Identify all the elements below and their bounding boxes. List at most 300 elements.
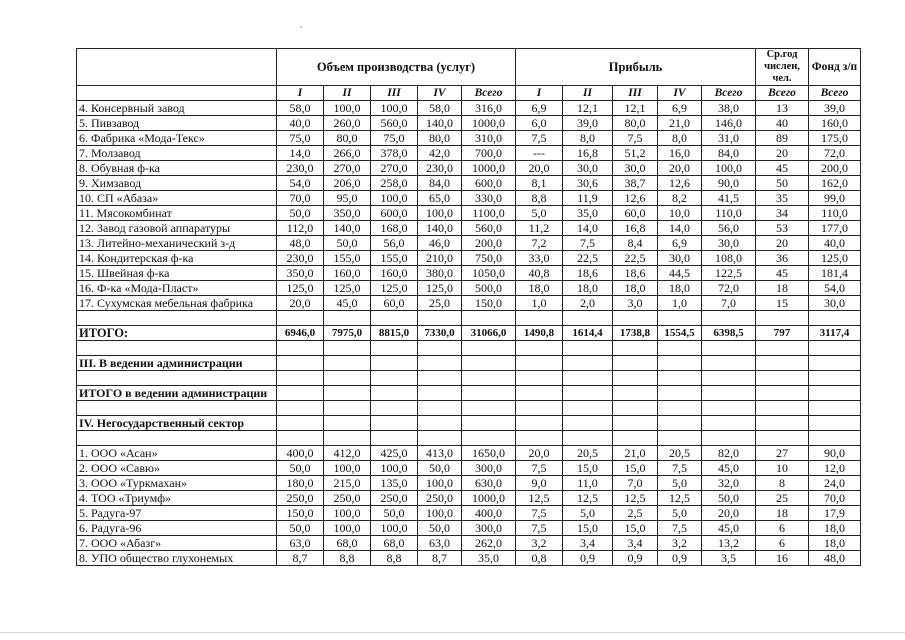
empty-cell bbox=[613, 341, 658, 356]
empty-cell bbox=[658, 356, 702, 371]
value-cell: 90,0 bbox=[809, 446, 861, 461]
row-name-cell: 16. Ф-ка «Мода-Пласт» bbox=[77, 281, 277, 296]
empty-cell bbox=[324, 341, 371, 356]
value-cell: 80,0 bbox=[613, 116, 658, 131]
value-cell: 21,0 bbox=[658, 116, 702, 131]
value-cell: 0,9 bbox=[613, 551, 658, 566]
value-cell: 50,0 bbox=[371, 506, 418, 521]
value-cell: 12,5 bbox=[516, 491, 563, 506]
value-cell: 3,2 bbox=[658, 536, 702, 551]
empty-cell bbox=[658, 386, 702, 401]
header-profit: Прибыль bbox=[516, 49, 756, 86]
volume-quarter-header: Всего bbox=[462, 86, 516, 101]
value-cell: 40,0 bbox=[809, 236, 861, 251]
value-cell: 14,0 bbox=[563, 221, 613, 236]
profit-quarter-header: III bbox=[613, 86, 658, 101]
header-empty-cell bbox=[77, 49, 277, 86]
value-cell: 110,0 bbox=[702, 206, 756, 221]
empty-cell bbox=[418, 341, 462, 356]
empty-cell bbox=[756, 416, 809, 431]
value-cell: 70,0 bbox=[277, 191, 324, 206]
value-cell: 1490,8 bbox=[516, 326, 563, 341]
empty-cell bbox=[702, 311, 756, 326]
value-cell: 1,0 bbox=[658, 296, 702, 311]
empty-cell bbox=[613, 311, 658, 326]
value-cell: 46,0 bbox=[418, 236, 462, 251]
value-cell: 32,0 bbox=[702, 476, 756, 491]
table-row bbox=[77, 521, 861, 536]
value-cell: 425,0 bbox=[371, 446, 418, 461]
value-cell: 30,0 bbox=[563, 161, 613, 176]
production-report-table bbox=[76, 48, 861, 566]
value-cell: 2,0 bbox=[563, 296, 613, 311]
volume-quarter-header: II bbox=[324, 86, 371, 101]
value-cell: 300,0 bbox=[462, 521, 516, 536]
value-cell: 12,5 bbox=[613, 491, 658, 506]
empty-cell bbox=[756, 341, 809, 356]
row-name-cell: 17. Сухумская мебельная фабрика bbox=[77, 296, 277, 311]
value-cell: 230,0 bbox=[277, 161, 324, 176]
value-cell: 50,0 bbox=[702, 491, 756, 506]
value-cell: 18 bbox=[756, 281, 809, 296]
empty-cell bbox=[516, 431, 563, 446]
value-cell: 53 bbox=[756, 221, 809, 236]
row-name-cell: 11. Мясокомбинат bbox=[77, 206, 277, 221]
value-cell: 18,6 bbox=[563, 266, 613, 281]
value-cell: 3,4 bbox=[613, 536, 658, 551]
value-cell: 162,0 bbox=[809, 176, 861, 191]
value-cell: 6946,0 bbox=[277, 326, 324, 341]
value-cell: 140,0 bbox=[418, 221, 462, 236]
empty-cell bbox=[809, 431, 861, 446]
value-cell: 20,5 bbox=[563, 446, 613, 461]
volume-quarter-header: I bbox=[277, 86, 324, 101]
value-cell: 100,0 bbox=[371, 191, 418, 206]
empty-cell bbox=[418, 311, 462, 326]
value-cell: 41,5 bbox=[702, 191, 756, 206]
value-cell: 100,0 bbox=[324, 101, 371, 116]
value-cell: 75,0 bbox=[371, 131, 418, 146]
value-cell: 181,4 bbox=[809, 266, 861, 281]
value-cell: 45 bbox=[756, 266, 809, 281]
value-cell: 1000,0 bbox=[462, 161, 516, 176]
row-name-cell: 1. ООО «Асан» bbox=[77, 446, 277, 461]
value-cell: 125,0 bbox=[371, 281, 418, 296]
header-staff: Ср.год числен, чел. bbox=[756, 49, 809, 86]
value-cell: 125,0 bbox=[277, 281, 324, 296]
empty-cell bbox=[658, 311, 702, 326]
row-name-cell: 8. УПО общество глухонемых bbox=[77, 551, 277, 566]
value-cell: 378,0 bbox=[371, 146, 418, 161]
empty-cell bbox=[809, 341, 861, 356]
value-cell: 72,0 bbox=[809, 146, 861, 161]
empty-cell bbox=[702, 356, 756, 371]
empty-cell bbox=[516, 386, 563, 401]
row-name-cell: 5. Пивзавод bbox=[77, 116, 277, 131]
empty-cell bbox=[756, 431, 809, 446]
empty-cell bbox=[516, 371, 563, 386]
value-cell: 100,0 bbox=[371, 521, 418, 536]
empty-cell bbox=[324, 311, 371, 326]
empty-cell bbox=[613, 356, 658, 371]
empty-cell bbox=[462, 416, 516, 431]
value-cell: 50,0 bbox=[277, 461, 324, 476]
empty-cell bbox=[324, 371, 371, 386]
value-cell: 48,0 bbox=[809, 551, 861, 566]
staff-total-header: Всего bbox=[756, 86, 809, 101]
empty-cell bbox=[371, 371, 418, 386]
profit-quarter-header: IV bbox=[658, 86, 702, 101]
empty-cell bbox=[702, 386, 756, 401]
value-cell: 11,0 bbox=[563, 476, 613, 491]
value-cell: 12,5 bbox=[563, 491, 613, 506]
value-cell: 380,0 bbox=[418, 266, 462, 281]
value-cell: 12,1 bbox=[613, 101, 658, 116]
value-cell: 16,8 bbox=[563, 146, 613, 161]
value-cell: 60,0 bbox=[613, 206, 658, 221]
value-cell: 8,1 bbox=[516, 176, 563, 191]
scan-speck bbox=[300, 26, 302, 28]
value-cell: 45,0 bbox=[324, 296, 371, 311]
value-cell: 168,0 bbox=[371, 221, 418, 236]
spacer-row bbox=[77, 401, 861, 416]
value-cell: 1,0 bbox=[516, 296, 563, 311]
value-cell: 206,0 bbox=[324, 176, 371, 191]
value-cell: 18,0 bbox=[516, 281, 563, 296]
value-cell: 12,6 bbox=[613, 191, 658, 206]
value-cell: 350,0 bbox=[324, 206, 371, 221]
empty-cell bbox=[77, 341, 277, 356]
table-row bbox=[77, 221, 861, 236]
empty-cell bbox=[613, 386, 658, 401]
empty-cell bbox=[462, 431, 516, 446]
header-fund: Фонд з/п bbox=[809, 49, 861, 86]
value-cell: 16,0 bbox=[658, 146, 702, 161]
empty-cell bbox=[613, 371, 658, 386]
empty-cell bbox=[563, 431, 613, 446]
value-cell: 20,0 bbox=[516, 161, 563, 176]
value-cell: 30,0 bbox=[809, 296, 861, 311]
value-cell: 100,0 bbox=[371, 461, 418, 476]
value-cell: 54,0 bbox=[809, 281, 861, 296]
table-row bbox=[77, 131, 861, 146]
value-cell: 160,0 bbox=[324, 266, 371, 281]
value-cell: 72,0 bbox=[702, 281, 756, 296]
value-cell: 48,0 bbox=[277, 236, 324, 251]
value-cell: 10 bbox=[756, 461, 809, 476]
profit-quarter-header: II bbox=[563, 86, 613, 101]
total-row bbox=[77, 326, 861, 341]
row-name-cell: 12. Завод газовой аппаратуры bbox=[77, 221, 277, 236]
table-row bbox=[77, 461, 861, 476]
empty-cell bbox=[277, 311, 324, 326]
value-cell: 18,0 bbox=[809, 521, 861, 536]
spacer-row bbox=[77, 341, 861, 356]
empty-cell bbox=[658, 416, 702, 431]
row-name-cell: 7. ООО «Абазг» bbox=[77, 536, 277, 551]
value-cell: 100,0 bbox=[418, 206, 462, 221]
empty-cell bbox=[418, 401, 462, 416]
volume-quarter-header: III bbox=[371, 86, 418, 101]
table-row bbox=[77, 506, 861, 521]
row-name-cell: ИТОГО: bbox=[77, 326, 277, 341]
value-cell: 125,0 bbox=[324, 281, 371, 296]
value-cell: 51,2 bbox=[613, 146, 658, 161]
empty-cell bbox=[418, 431, 462, 446]
empty-cell bbox=[462, 311, 516, 326]
value-cell: 11,2 bbox=[516, 221, 563, 236]
row-name-cell: 6. Фабрика «Мода-Текс» bbox=[77, 131, 277, 146]
value-cell: 40,0 bbox=[277, 116, 324, 131]
row-name-cell: 14. Кондитерская ф-ка bbox=[77, 251, 277, 266]
value-cell: 15 bbox=[756, 296, 809, 311]
value-cell: 300,0 bbox=[462, 461, 516, 476]
value-cell: 180,0 bbox=[277, 476, 324, 491]
row-name-cell: 4. ТОО «Триумф» bbox=[77, 491, 277, 506]
value-cell: 146,0 bbox=[702, 116, 756, 131]
section-nonstate-row bbox=[77, 416, 861, 431]
value-cell: 20 bbox=[756, 146, 809, 161]
empty-cell bbox=[702, 371, 756, 386]
empty-cell bbox=[516, 401, 563, 416]
empty-cell bbox=[809, 371, 861, 386]
table-row bbox=[77, 101, 861, 116]
value-cell: 45 bbox=[756, 161, 809, 176]
empty-cell bbox=[418, 416, 462, 431]
value-cell: 3,2 bbox=[516, 536, 563, 551]
value-cell: 50,0 bbox=[418, 461, 462, 476]
profit-quarter-header: Всего bbox=[702, 86, 756, 101]
value-cell: 11,9 bbox=[563, 191, 613, 206]
value-cell: 7,0 bbox=[613, 476, 658, 491]
empty-cell bbox=[658, 371, 702, 386]
value-cell: 20,0 bbox=[658, 161, 702, 176]
value-cell: 14,0 bbox=[658, 221, 702, 236]
value-cell: 21,0 bbox=[613, 446, 658, 461]
value-cell: 75,0 bbox=[277, 131, 324, 146]
value-cell: 6,9 bbox=[658, 236, 702, 251]
value-cell: 39,0 bbox=[809, 101, 861, 116]
value-cell: 31066,0 bbox=[462, 326, 516, 341]
value-cell: 258,0 bbox=[371, 176, 418, 191]
value-cell: 155,0 bbox=[324, 251, 371, 266]
value-cell: 150,0 bbox=[462, 296, 516, 311]
value-cell: 6,9 bbox=[516, 101, 563, 116]
value-cell: 100,0 bbox=[418, 476, 462, 491]
empty-cell bbox=[516, 311, 563, 326]
value-cell: 112,0 bbox=[277, 221, 324, 236]
value-cell: 39,0 bbox=[563, 116, 613, 131]
empty-cell bbox=[809, 401, 861, 416]
value-cell: 1000,0 bbox=[462, 491, 516, 506]
value-cell: 16 bbox=[756, 551, 809, 566]
value-cell: 316,0 bbox=[462, 101, 516, 116]
value-cell: 3,0 bbox=[613, 296, 658, 311]
row-name-cell: 15. Швейная ф-ка bbox=[77, 266, 277, 281]
value-cell: 18,0 bbox=[563, 281, 613, 296]
empty-cell bbox=[516, 341, 563, 356]
empty-cell bbox=[371, 401, 418, 416]
value-cell: 100,0 bbox=[371, 101, 418, 116]
empty-cell bbox=[324, 386, 371, 401]
value-cell: 1554,5 bbox=[658, 326, 702, 341]
value-cell: 200,0 bbox=[462, 236, 516, 251]
value-cell: 15,0 bbox=[563, 521, 613, 536]
empty-cell bbox=[277, 431, 324, 446]
empty-cell bbox=[371, 311, 418, 326]
value-cell: 18,0 bbox=[658, 281, 702, 296]
table-row bbox=[77, 206, 861, 221]
value-cell: 30,0 bbox=[658, 251, 702, 266]
value-cell: 16,8 bbox=[613, 221, 658, 236]
empty-cell bbox=[702, 401, 756, 416]
value-cell: 8,0 bbox=[563, 131, 613, 146]
empty-cell bbox=[516, 356, 563, 371]
row-name-cell: 9. Химзавод bbox=[77, 176, 277, 191]
spacer-row bbox=[77, 431, 861, 446]
value-cell: 12,6 bbox=[658, 176, 702, 191]
value-cell: 18,0 bbox=[809, 536, 861, 551]
empty-cell bbox=[563, 371, 613, 386]
value-cell: 34 bbox=[756, 206, 809, 221]
quarter-header-row bbox=[77, 86, 861, 101]
value-cell: 8,4 bbox=[613, 236, 658, 251]
value-cell: 100,0 bbox=[324, 506, 371, 521]
row-name-cell: 4. Консервный завод bbox=[77, 101, 277, 116]
value-cell: 0,9 bbox=[563, 551, 613, 566]
value-cell: 7,5 bbox=[658, 521, 702, 536]
value-cell: 44,5 bbox=[658, 266, 702, 281]
value-cell: 413,0 bbox=[418, 446, 462, 461]
empty-cell bbox=[277, 416, 324, 431]
value-cell: 160,0 bbox=[809, 116, 861, 131]
value-cell: 7,5 bbox=[563, 236, 613, 251]
value-cell: 33,0 bbox=[516, 251, 563, 266]
value-cell: 13,2 bbox=[702, 536, 756, 551]
value-cell: 797 bbox=[756, 326, 809, 341]
value-cell: 38,7 bbox=[613, 176, 658, 191]
row-name-cell: 3. ООО «Туркмахан» bbox=[77, 476, 277, 491]
empty-cell bbox=[371, 341, 418, 356]
value-cell: 70,0 bbox=[809, 491, 861, 506]
value-cell: 250,0 bbox=[324, 491, 371, 506]
value-cell: 8,8 bbox=[516, 191, 563, 206]
scan-edge-line bbox=[0, 632, 905, 633]
empty-cell bbox=[462, 341, 516, 356]
value-cell: 560,0 bbox=[371, 116, 418, 131]
section-title: III. В ведении администрации bbox=[77, 356, 277, 371]
value-cell: 270,0 bbox=[324, 161, 371, 176]
row-name-cell: 10. СП «Абаза» bbox=[77, 191, 277, 206]
value-cell: 36 bbox=[756, 251, 809, 266]
value-cell: 45,0 bbox=[702, 461, 756, 476]
value-cell: 412,0 bbox=[324, 446, 371, 461]
value-cell: 630,0 bbox=[462, 476, 516, 491]
value-cell: 160,0 bbox=[371, 266, 418, 281]
value-cell: 7,5 bbox=[658, 461, 702, 476]
value-cell: 40 bbox=[756, 116, 809, 131]
value-cell: 35 bbox=[756, 191, 809, 206]
empty-cell bbox=[324, 401, 371, 416]
value-cell: 330,0 bbox=[462, 191, 516, 206]
value-cell: 8,8 bbox=[324, 551, 371, 566]
value-cell: 6 bbox=[756, 521, 809, 536]
row-name-cell: 2. ООО «Савю» bbox=[77, 461, 277, 476]
value-cell: 50,0 bbox=[277, 521, 324, 536]
table-row bbox=[77, 281, 861, 296]
value-cell: 8,8 bbox=[371, 551, 418, 566]
profit-quarter-header: I bbox=[516, 86, 563, 101]
row-name-cell: 6. Радуга-96 bbox=[77, 521, 277, 536]
table-row bbox=[77, 446, 861, 461]
table-row bbox=[77, 536, 861, 551]
value-cell: 30,0 bbox=[613, 161, 658, 176]
fund-total-header: Всего bbox=[809, 86, 861, 101]
value-cell: 12,1 bbox=[563, 101, 613, 116]
value-cell: 17,9 bbox=[809, 506, 861, 521]
value-cell: 7975,0 bbox=[324, 326, 371, 341]
empty-cell bbox=[77, 371, 277, 386]
value-cell: 50,0 bbox=[324, 236, 371, 251]
value-cell: 7,5 bbox=[613, 131, 658, 146]
value-cell: 262,0 bbox=[462, 536, 516, 551]
value-cell: 6,9 bbox=[658, 101, 702, 116]
empty-cell bbox=[563, 401, 613, 416]
empty-cell bbox=[563, 386, 613, 401]
value-cell: 15,0 bbox=[563, 461, 613, 476]
value-cell: 1100,0 bbox=[462, 206, 516, 221]
value-cell: 3,4 bbox=[563, 536, 613, 551]
section-title: ИТОГО в ведении администрации bbox=[77, 386, 277, 401]
value-cell: 20,0 bbox=[702, 506, 756, 521]
empty-cell bbox=[418, 356, 462, 371]
table-row bbox=[77, 251, 861, 266]
empty-cell bbox=[702, 431, 756, 446]
value-cell: 8,2 bbox=[658, 191, 702, 206]
header-volume: Объем производства (услуг) bbox=[277, 49, 516, 86]
value-cell: 175,0 bbox=[809, 131, 861, 146]
value-cell: 50 bbox=[756, 176, 809, 191]
value-cell: 25,0 bbox=[418, 296, 462, 311]
value-cell: 65,0 bbox=[418, 191, 462, 206]
empty-cell bbox=[563, 416, 613, 431]
empty-cell bbox=[658, 431, 702, 446]
value-cell: 68,0 bbox=[324, 536, 371, 551]
value-cell: 50,0 bbox=[277, 206, 324, 221]
value-cell: 6,0 bbox=[516, 116, 563, 131]
value-cell: --- bbox=[516, 146, 563, 161]
value-cell: 58,0 bbox=[277, 101, 324, 116]
table-row bbox=[77, 236, 861, 251]
empty-cell bbox=[462, 356, 516, 371]
empty-cell bbox=[702, 341, 756, 356]
value-cell: 700,0 bbox=[462, 146, 516, 161]
value-cell: 250,0 bbox=[277, 491, 324, 506]
empty-cell bbox=[658, 341, 702, 356]
value-cell: 5,0 bbox=[563, 506, 613, 521]
value-cell: 2,5 bbox=[613, 506, 658, 521]
value-cell: 400,0 bbox=[462, 506, 516, 521]
value-cell: 1650,0 bbox=[462, 446, 516, 461]
value-cell: 12,0 bbox=[809, 461, 861, 476]
table-row bbox=[77, 116, 861, 131]
empty-cell bbox=[371, 416, 418, 431]
value-cell: 3,5 bbox=[702, 551, 756, 566]
value-cell: 1738,8 bbox=[613, 326, 658, 341]
value-cell: 7,0 bbox=[702, 296, 756, 311]
value-cell: 15,0 bbox=[613, 461, 658, 476]
value-cell: 7330,0 bbox=[418, 326, 462, 341]
